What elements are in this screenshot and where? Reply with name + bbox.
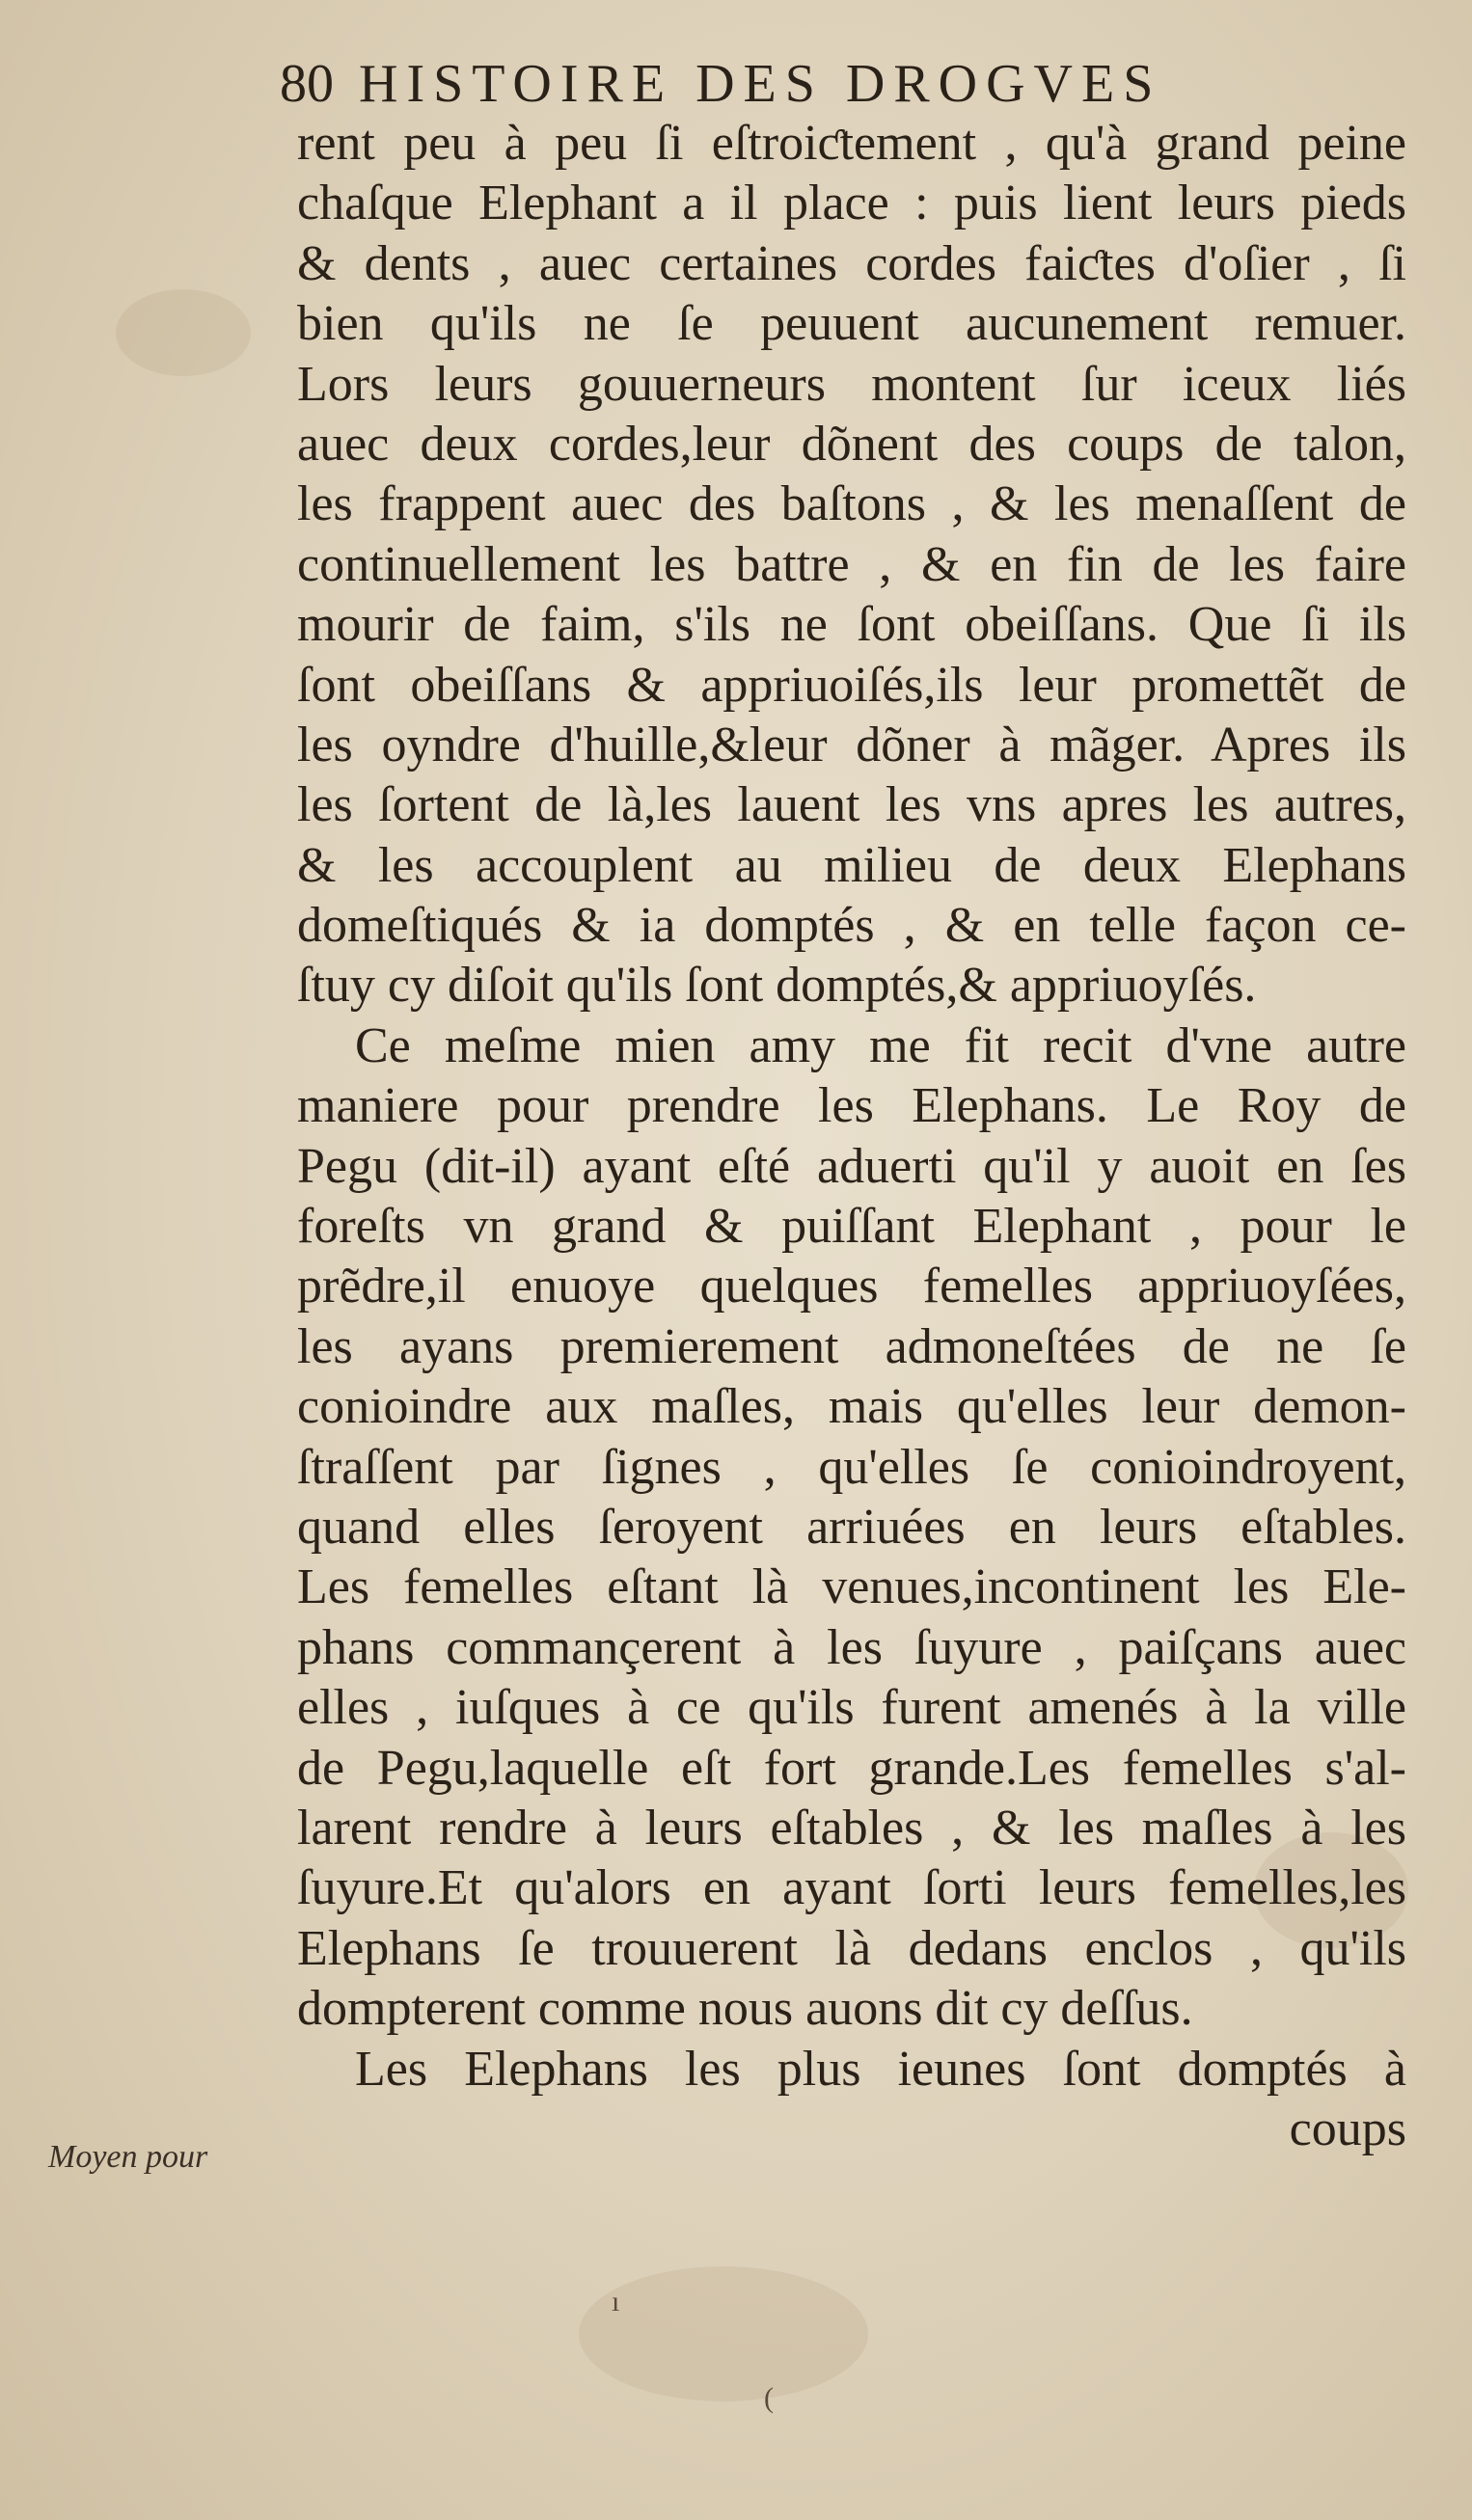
- text-line: ſtuy cy diſoit qu'ils ſont domptés,& appriuoyſés.: [297, 958, 1257, 1014]
- body-text: [297, 114, 1406, 2159]
- text-line: elles , iuſques à ce qu'ils furent amenés à la ville: [297, 1680, 1406, 1736]
- text-line: conioindre aux maſles, mais qu'elles leur demon-: [297, 1379, 1406, 1435]
- text-line: prẽdre,il enuoye quelques femelles appriuoyſées,: [297, 1259, 1406, 1314]
- text-line: dompterent comme nous auons dit cy deſſus.: [297, 1981, 1193, 2037]
- text-line: phans commançerent à les ſuyure , paiſçans auec: [297, 1619, 1406, 1675]
- text-line: de Pegu,laquelle eſt fort grande.Les femelles s'al-: [297, 1740, 1406, 1796]
- text-line: quand elles ſeroyent arriuées en leurs eſtables.: [297, 1499, 1406, 1555]
- ink-speck: (: [764, 2382, 774, 2414]
- text-line: bien qu'ils ne ſe peuuent aucunement remuer.: [297, 296, 1406, 352]
- text-line: chaſque Elephant a il place : puis lient leurs pieds: [297, 176, 1406, 231]
- text-line: Les Elephans les plus ieunes ſont domptés à: [355, 2041, 1406, 2097]
- text-line: domeſtiqués & ia domptés , & en telle façon ce-: [297, 898, 1406, 954]
- text-line: ſuyure.Et qu'alors en ayant ſorti leurs femelles,les: [297, 1860, 1406, 1916]
- text-line: les ſortent de là,les lauent les vns apres les autres,: [297, 777, 1406, 833]
- text-line: Pegu (dit-il) ayant eſté aduerti qu'il y auoit en ſes: [297, 1138, 1406, 1194]
- paper-stain: [116, 289, 251, 376]
- text-line: & dents , auec certaines cordes faiƈtes d'oſier , ſi: [297, 235, 1406, 291]
- text-line: foreſts vn grand & puiſſant Elephant , pour le: [297, 1199, 1406, 1255]
- page-number: 80: [280, 54, 334, 114]
- text-line: les frappent auec des baſtons , & les menaſſent de: [297, 476, 1406, 532]
- text-line: Elephans ſe trouuerent là dedans enclos , qu'ils: [297, 1920, 1406, 1976]
- ink-speck: ı: [612, 2286, 620, 2317]
- text-line: auec deux cordes,leur dõnent des coups de talon,: [297, 416, 1406, 472]
- text-line: ſtraſſent par ſignes , qu'elles ſe conioindroyent,: [297, 1439, 1406, 1495]
- paper-stain: [579, 2266, 868, 2401]
- text-line: maniere pour prendre les Elephans. Le Roy de: [297, 1078, 1406, 1134]
- text-line: les oyndre d'huille,&leur dõner à mãger. Apres ils: [297, 717, 1406, 772]
- text-line: les ayans premierement admoneſtées de ne ſe: [297, 1318, 1406, 1374]
- text-line: continuellement les battre , & en fin de les faire: [297, 536, 1406, 592]
- text-line: ſont obeiſſans & appriuoiſés,ils leur promettẽt de: [297, 657, 1406, 713]
- text-line: Lors leurs gouuerneurs montent ſur iceux liés: [297, 356, 1406, 412]
- text-line: mourir de faim, s'ils ne ſont obeiſſans. Que ſi ils: [297, 597, 1406, 653]
- text-line: rent peu à peu ſi eſtroiƈtement , qu'à grand peine: [297, 116, 1406, 171]
- text-line: larent rendre à leurs eſtables , & les maſles à les: [297, 1800, 1406, 1856]
- text-line: Les femelles eſtant là venues,incontinent les Ele-: [297, 1559, 1406, 1615]
- running-header: [280, 53, 1161, 115]
- running-title: HISTOIRE DES DROGVES: [359, 54, 1162, 114]
- text-line: & les accouplent au milieu de deux Elephans: [297, 837, 1406, 893]
- text-line: Ce meſme mien amy me fit recit d'vne autre: [355, 1017, 1406, 1073]
- margin-note: Moyen pour: [48, 2139, 208, 2175]
- catchword: coups: [1289, 2100, 1406, 2156]
